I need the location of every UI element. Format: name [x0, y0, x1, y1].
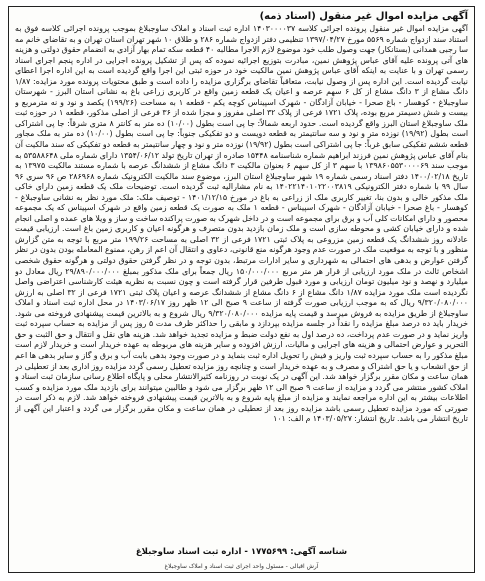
notice-signature: شناسه آگهی: ۱۷۷۵۶۹۹ - اداره ثبت اسناد ساوجبلاغ: [135, 547, 348, 557]
auction-notice: [8, 6, 475, 573]
notice-footer: آرش اقبالی - مسئول واحد اجرای ثبت اسناد و املاک ساوجبلاغ: [164, 563, 319, 570]
notice-title: آگهی مزایده اموال غیر منقول (اسناد ذمه): [259, 11, 468, 22]
notice-body: آگهی مزایده اموال غیر منقول پرونده اجرائی کلاسه ۱۴۰۳۰۰۰۰۳۷ اداره ثبت اسناد و املاک ساوجبلاغ بموجب پرونده اجرائی کلاسه فوق به استناد سند ازدواج شماره ۵۵۶۹ مورخ ۱۳۹۷/۰۴/۲۷ تنظیمی دفتر ازدواج شماره ۲۸۶ و طلاق ۱۰ شهر تهران استان تهران و به تقاضای خانم مه سا رجبی همدانی (بستانکار) جهت وصول طلب خود موضوع لازم الاجرا مطالبه ۴۰ قطعه سکه تمام بهار آزادی به انضمام حقوق دولتی و هزینه های آتی پرونده علیه آقای عباس پژوهش نمین، مبادرت بتوزیع اجرائیه نموده که پس از تشکیل پرونده اجرایی در اداره پنجم اجرای اسناد رسمی تهران و با عنایت به اینکه آقای عباس پژوهش نمین مالکیت خود در حوزه ثبتی این اجرا واقع گردیده است به این اداره اجرا اعطای نیابت گردیده است. این اداره پس از وصول نیابت، متعاقباً تقاضای برگزاری مزایده را داده است و طبق محتویات پرونده مورد مزایده: ۱/۸۷ دانگ مشاع از ۳ دانگ مشاع از کل ۶ سهم عرصه و اعیان یک قطعه زمین واقع در کاربری زراعی باغ به نشانی استان البرز - شهرستان ساوجبلاغ - کوهسار - باغ صحرا - خیابان آزادگان - شهرک اسپیناس کوچه یکم - قطعه ۱ به مساحت (۱۹۹/۲۶) یکصد و نود و نه مترمربع و بیست و شش دسیمتر مربع بوده، پلاک ۱۷۲۱ فرعی از پلاک ۳۲ اصلی مفروز و مجزا شده از ۳۶ فرعی از اصلی مذکور، قطعه ۱ در حوزه ثبت ملک ساوجبلاغ استان البرز واقع گردیده است. حدود اربعه شمالاً: جا پی است بطول (۱۰/۰۰) ده متر به کانتر ۸ متری شرقاً: جا پی اشتراکی است بطول (۱۹/۹۲) نوزده متر و نود و سه سانتیمتر به قطعه دویست و دو تفکیکی جنوباً: جا پی است بطول (۱۰/۰۰) ده متر به ملک مجاور قطعه ششم تفکیکی سابق غرباً: جا پی اشتراکی است بطول (۱۹/۹۲) نوزده متر و نود و چهار سانتیمتر به قطعه دو تفکیکی که سند مالکیت آن بنام آقای عباس پژوهش نمین فرزند ابراهیم شماره شناسنامه ۱۵۴۴۸ صادره از تهران تاریخ تولد ۱۳۵۴/۰۶/۱۲ دارای شماره ملی ۵۳۵۸۸۶۴۸ به موجب سند ۱۳۹۸۶۰۵۵۳۰۰۰۰۶۹ با سهم ۳ از کل سهم ۶ بعنوان مالکیت ۳ دانگ مشاع از ششدانگ عرصه با شماره مستند مالکیت ۱۳۹۷۵ به تاریخ ۱۴۰۰/۰۲/۱۸ دفتر اسناد رسمی شماره ۱۹ شهر ساوجبلاغ استان البرز، موضوع سند مالکیت الکترونیک شماره ۲۸۶۹۶۸ ص ۹۶ سری ۹۶ سال ۹۹ با شماره دفتر الکترونیکی ۱۴۰۲۲۱۴۰۱۰۲۲۰۰۳۸۱۹ به نام مشارالیه ثبت گردیده است. توضیحات ملک یک قطعه زمین دارای خاکی ملک مذکور خالی و بدون بنا، تغییر کاربری ملک از زراعی به باغ در مورخ ۱۴۰۱/۱۲/۱۵ - توصیف ملک: ملک مورد نظر به نشانی ساوجبلاغ - کوهسار - باغ صحرا - خیابان آزادگان - شهرک اسپیناس - قطعه ۱ ملک به صورت یک قطعه زمین واقع در شهرک اسپیناس که یک مجموعه محصور و دارای امکانات کلی آب و برق برای مجموعه است و در داخل شهرک به صورت پراکنده ساخت و ساز و ویلا های عمده و اصلی انجام شده و دارای خیابان کشی و محوطه سازی است و ملک زمان بازدید بدون متصرف و هرگونه اعیان و کاربری زمین باغ است. ارزیابی قیمت عادلانه روز ششدانگ یک قطعه زمین مزروعی به پلاک ثبتی ۱۷۲۱ فرعی از ۳۲ اصلی به مساحت ۱۹۹/۲۶ متر مربع با توجه به متن گزارش منظور و با توجه به موقعیت ملک در صورت عدم وجود هرگونه منع قانونی، دعاوی و انتقال آن اعم از رهن، ممنوع المعامله بودن بدون در نظر گرفتن عوارض و بدهی های احتمالی به شهرداری و سایر ادارات مرتبط، بدون توجه و در نظر گرفتن حقوق دولتی و هرگونه حقوق شخصی اشخاص ثالث در ملک مورد ارزیابی از قرار هر متر مربع ۱۵۰/۰۰۰/۰۰۰ ریال جمعاً برای ملک مذکور بمبلغ ۲۹/۸۹۰/۰۰۰/۰۰۰ ریال معادل دو میلیارد و نهصد و نود میلیون تومان ارزیابی و مورد قبول طرفین قرار گرفته است و چون نسبت به نظریه هیئت کارشناسی اعتراضی واصل نگردیده است ملک مورد مزایده ۱/۸۷ دانگ مشاع از ۶ دانگ مشاع از ششدانگ عرصه و اعیان پلاک ثبتی ۱۷۲۱ فرعی از ۳۲ اصلی به ارزش ۹/۳۲۰/۰۸۰/۰۰۰ ریال که به موجب ارزیابی صورت گرفته از ساعت ۹ صبح الی ۱۲ ظهر روز ۱۴۰۳/۰۶/۱۷ در محل اداره ثبت اسناد و املاک ساوجبلاغ از طریق مزایده به فروش میرسد و قیمت پایه مزایده ۹/۳۲۰/۰۸۰/۰۰۰ ریال شروع و به بالاترین قیمت پیشنهادی فروخته می شود. خریدار باید ده درصد مبلغ مزایده را نقداً در جلسه مزایده بپردازد و مابقی را حداکثر ظرف مدت ۵ روز پس از مزایده به حساب سپرده ثبت واریز نماید و در صورت عدم پرداخت، ده درصد اول به نفع دولت ضبط و مزایده تجدید خواهد شد. هزینه های نقل و انتقال و حق الثبت و حق التحریر و عوارض احتمالی و هزینه های اجرایی و مالیات، ارزش افزوده و سایر هزینه های مربوطه به عهده خریدار است و خریدار لازم است مبلغ مذکور را به حساب سپرده ثبت واریز و فیش را تحویل اداره ثبت بنماید و در صورت وجود بدهی بابت آب و برق و گاز و سایر بدهی ها اعم از حق انشعاب و یا حق اشتراک و مصرف و به عهده خریدار است و چنانچه روز مزایده تعطیل رسمی گردد مزایده روز اداری بعد از تعطیلی در همان ساعت و مکان مقرر برگزار خواهد شد. این آگهی در یک نوبت در روزنامه کثیرالانتشار محلی و پایگاه اطلاع رسانی سازمان ثبت اسناد و املاک کشور منتشر می گردد و مزایده از ساعت ۹ صبح الی ۱۲ ظهر برگزار می شود و طالبین میتوانند برای بازدید ملک مورد مزایده و کسب اطلاعات بیشتر به این اداره مراجعه نمایند و مزایده از مبلغ پایه شروع و به بالاترین قیمت پیشنهادی فروخته خواهد شد. لازم به ذکر است در صورتی که مورد مزایده تعطیل رسمی باشد مزایده روز بعد از تعطیلی در همان ساعت و مکان مقرر برگزار می گردد و اعتبار این آگهی از تاریخ انتشار می باشد. تاریخ انتشار: ۱۴۰۳/۰۵/۲۷ م الف: ۱۰۱: [15, 24, 468, 424]
